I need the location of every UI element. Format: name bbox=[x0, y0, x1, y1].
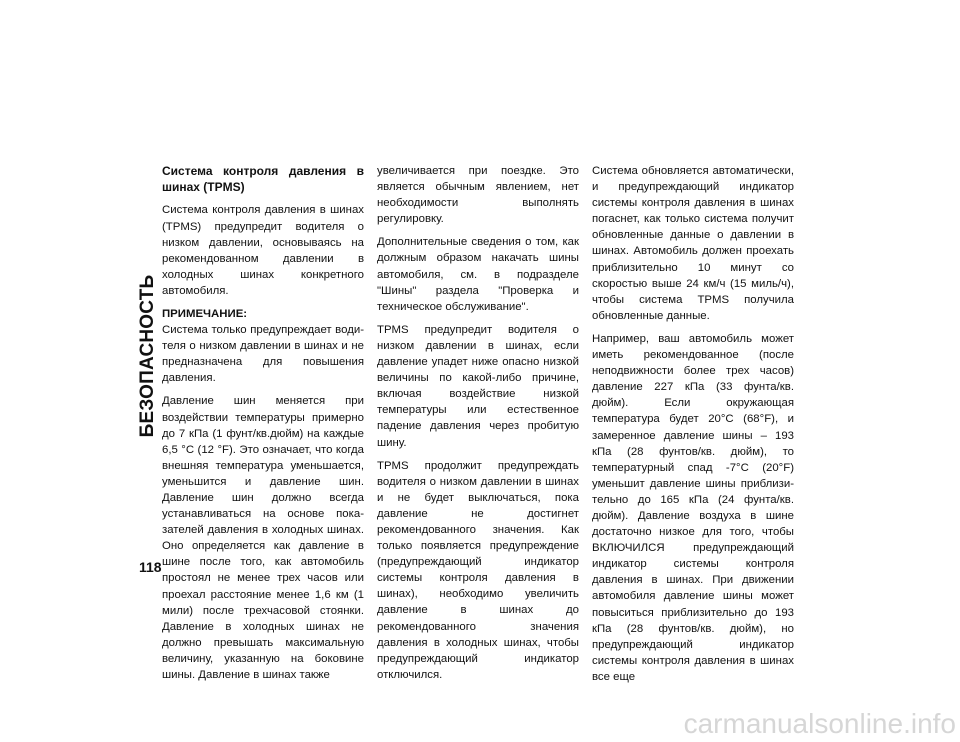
section-heading: Система контроля давления в шинах (TPMS) bbox=[162, 164, 364, 195]
paragraph: TPMS предупредит водителя о низком давлении в шинах, если давление упадет ниже опасно низкой величины по какой-либо причине, включая воздействие низкой температуры или естественное падение давления через пробитую шину. bbox=[377, 323, 579, 449]
paragraph: Система обновляется автоматически, и предупреждающий индикатор системы контроля давления в шинах погаснет, как только система получит обновленные данные о давлении в шинах. Автомобиль должен проехать приблизительно 10 минут со скоростью выше 24 км/ч (15 миль/ч), чтобы система TPMS получила обновленные данные. bbox=[592, 165, 794, 322]
text-column-1 bbox=[162, 163, 364, 690]
paragraph: Дополнительные сведения о том, как должным образом накачать шины автомобиля, см. в подразделе "Шины" раздела "Проверка и техническое обслуживание". bbox=[377, 236, 579, 313]
note-block bbox=[162, 306, 364, 386]
page-number: 118 bbox=[139, 559, 162, 575]
note-title: ПРИМЕЧАНИЕ: bbox=[162, 307, 248, 320]
watermark: carmanualsonline.info bbox=[683, 708, 956, 739]
paragraph: увеличивается при поездке. Это является обычным явлением, нет необходимости выполнять регулировку. bbox=[377, 165, 579, 226]
section-side-tab bbox=[137, 160, 159, 552]
paragraph: Например, ваш автомобиль может иметь рекомендованное (после неподвижности более трех часов) давление 227 кПа (33 фунта/кв. дюйм). Если окружающая температура будет 20°C (68°F), и замеренное давление шины – 193 кПа (28 фунтов/кв. дюйм), то температурный спад -7°C (20°F) уменьшит давление шины приблизительно до 165 кПа (24 фунта/кв. дюйм). Давление воздуха в шине достаточно низкое для того, чтобы ВКЛЮЧИЛСЯ предупреждающий индикатор системы контроля давления в шинах. При движении автомобиля давление шины может повыситься приблизительно до 193 кПа (28 фунтов/кв. дюйм), но предупреждающий индикатор системы контроля давления в шинах все еще bbox=[592, 332, 794, 683]
paragraph: Давление шин меняется при воздействии температуры примерно до 7 кПа (1 фунт/кв.дюйм) на каждые 6,5 °C (12 °F). Это означает, что когда внешняя температура уменьшается, уменьшится и давление шин. Давление шин должно всегда устанавливаться на основе показателей давления в холодных шинах. Оно определяется как давление в шине после того, как автомобиль простоял не менее трех часов или проехал расстояние менее 1,6 км (1 мили) после трехчасовой стоянки. Давление в холодных шинах не должно превышать максимальную величину, указанную на боковине шины. Давление в шинах также bbox=[162, 395, 364, 682]
text-column-2 bbox=[377, 163, 579, 690]
paragraph: Система контроля давления в шинах (TPMS) предупредит водителя о низком давлении, основываясь на рекомендованном давлении в холодных шинах конкретного автомобиля. bbox=[162, 204, 364, 297]
text-column-3 bbox=[592, 163, 794, 692]
note-text: Система только предупреждает водителя о низком давлении в шинах и не предназначена для повышения давления. bbox=[162, 324, 364, 385]
paragraph: TPMS продолжит предупреждать водителя о низком давлении в шинах и не будет выключаться, пока давление не достигнет рекомендованного значения. Как только появляется предупреждение (предупреждающий индикатор системы контроля давления в шинах), необходимо увеличить давление в шинах до рекомендованного значения давления в холодных шинах, чтобы предупреждающий индикатор отключился. bbox=[377, 459, 579, 681]
section-title: БЕЗОПАСНОСТЬ bbox=[137, 274, 158, 438]
